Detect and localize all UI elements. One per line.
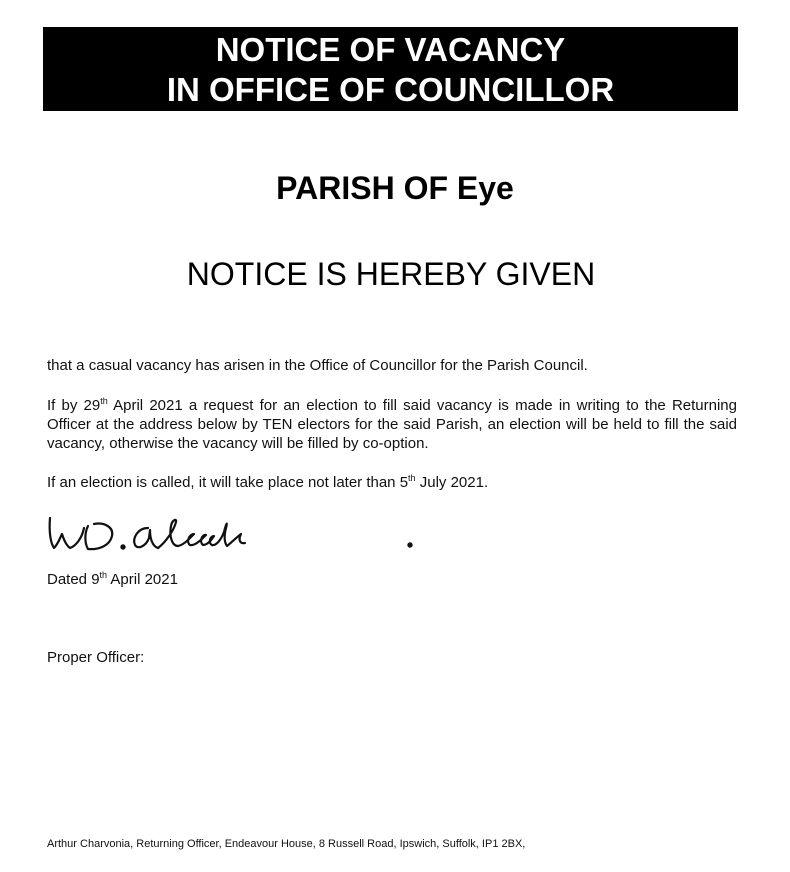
returning-officer-address: Arthur Charvonia, Returning Officer, Endeavour House, 8 Russell Road, Ipswich, Suffolk, IP1 2BX, bbox=[47, 838, 526, 850]
ordinal-suffix: th bbox=[408, 473, 416, 483]
vacancy-paragraph: that a casual vacancy has arisen in the Office of Councillor for the Parish Council. bbox=[47, 357, 588, 374]
election-date-paragraph bbox=[47, 473, 737, 492]
election-date-text-start: If an election is called, it will take place not later than 5 bbox=[47, 474, 409, 491]
election-request-text-rest: April 2021 a request for an election to fill said vacancy is made in writing to the Returning Officer at the address below by TEN electors for the said Parish, an election will be held to fill the said vacancy, otherwise the vacancy will be filled by co-option. bbox=[47, 397, 737, 452]
election-request-paragraph bbox=[47, 396, 737, 453]
notice-banner bbox=[43, 27, 738, 111]
banner-title-line2: IN OFFICE OF COUNCILLOR bbox=[166, 71, 615, 108]
election-date-text-rest: July 2021. bbox=[415, 474, 489, 491]
ordinal-suffix: th bbox=[99, 570, 108, 580]
proper-officer-label: Proper Officer: bbox=[47, 649, 145, 666]
handwritten-signature-icon bbox=[44, 512, 424, 562]
notice-heading: NOTICE IS HEREBY GIVEN bbox=[186, 256, 596, 292]
election-request-text-start: If by 29 bbox=[47, 397, 101, 414]
banner-title-line1: NOTICE OF VACANCY bbox=[215, 31, 566, 68]
dated-text-rest: April 2021 bbox=[107, 571, 178, 588]
ordinal-suffix: th bbox=[100, 396, 108, 406]
dated-text-start: Dated 9 bbox=[47, 571, 100, 588]
dated-line bbox=[47, 570, 737, 589]
parish-title: PARISH OF Eye bbox=[276, 170, 514, 206]
